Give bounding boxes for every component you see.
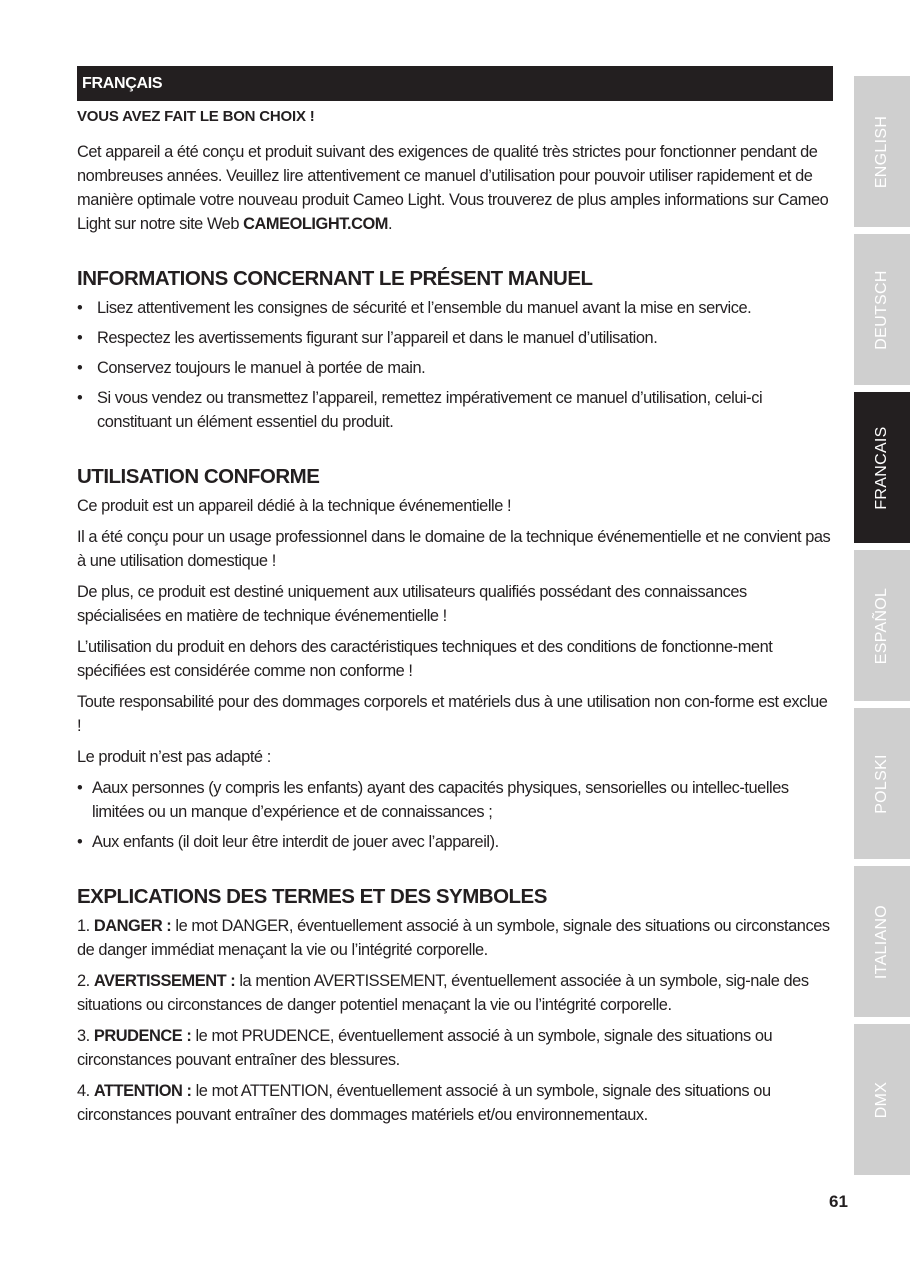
list-item: • Aaux personnes (y compris les enfants) ayant des capacités physiques, sensorielles ou intellec-tuelles limitées ou un manque d’expérience et de connaissances ; [77,776,833,824]
tab-label: DMX [873,1081,890,1118]
usage-paragraph: Ce produit est un appareil dédié à la technique événementielle ! [77,497,512,515]
usage-paragraph: L’utilisation du produit en dehors des caractéristiques techniques et des conditions de fonctionne-ment spécifiées est considérée comme non conforme ! [77,638,773,680]
tab-label: FRANCAIS [873,425,890,510]
tab-deutsch[interactable] [854,234,910,385]
usage-paragraph: Toute responsabilité pour des dommages corporels et matériels dus à une utilisation non con-forme est exclue ! [77,693,828,735]
tab-dmx[interactable] [854,1024,910,1175]
terms-section-title: EXPLICATIONS DES TERMES ET DES SYMBOLES [77,885,547,908]
intro-end: . [387,215,393,233]
list-item: • Si vous vendez ou transmettez l’appareil, remettez impérativement ce manuel d’utilisation, celui-ci constituant un élément essentiel du produit. [77,386,833,434]
term-item [77,914,833,962]
usage-paragraph: Le produit n’est pas adapté : [77,748,271,766]
tab-espanol[interactable] [854,550,910,701]
manual-list [77,296,833,434]
list-item: • Lisez attentivement les consignes de sécurité et l’ensemble du manuel avant la mise en service. [77,296,833,320]
list-item: • Conservez toujours le manuel à portée de main. [77,356,833,380]
website-link[interactable]: CAMEOLIGHT.COM [243,215,388,233]
term-label: ATTENTION : [93,1082,192,1100]
list-item: • Aux enfants (il doit leur être interdit de jouer avec l’appareil). [77,830,833,854]
usage-section-title: UTILISATION CONFORME [77,465,320,488]
page-number: 61 [829,1192,848,1211]
term-label: PRUDENCE : [93,1027,192,1045]
term-number: 4. [77,1082,94,1100]
intro-paragraph [77,140,833,236]
term-item [77,1079,833,1127]
term-number: 1. [77,917,94,935]
tab-polski[interactable] [854,708,910,859]
term-item [77,1024,833,1072]
page-content [77,66,833,1134]
term-label: DANGER : [93,917,172,935]
term-text: le mot PRUDENCE, éventuellement associé à un symbole, signale des situations ou circonstances pouvant entraîner des blessures. [77,1027,773,1069]
usage-list [77,776,833,854]
term-text: le mot DANGER, éventuellement associé à un symbole, signale des situations ou circonstances de danger immédiat menaçant la vie ou l’intégrité corporelle. [77,917,830,959]
intro-text: Cet appareil a été conçu et produit suivant des exigences de qualité très strictes pour fonctionner pendant de nombreuses années. Veuillez lire attentivement ce manuel d’utilisation pour pouvoir utiliser rapidement et de manière optimale votre nouveau produit Cameo Light. Vous trouverez de plus amples informations sur Cameo Light sur notre site Web [77,143,829,233]
tab-label: ITALIANO [873,904,890,979]
term-item [77,969,833,1017]
intro-subheading: VOUS AVEZ FAIT LE BON CHOIX ! [77,108,315,125]
tab-label: DEUTSCH [873,269,890,350]
tab-italiano[interactable] [854,866,910,1017]
list-item: • Respectez les avertissements figurant sur l’appareil et dans le manuel d’utilisation. [77,326,833,350]
tab-label: POLSKI [873,753,890,814]
tab-label: ESPAÑOL [873,587,890,664]
tab-francais[interactable] [854,392,910,543]
term-text: le mot ATTENTION, éventuellement associé à un symbole, signale des situations ou circonstances pouvant entraîner des dommages matériels et/ou environnementaux. [77,1082,771,1124]
term-text: la mention AVERTISSEMENT, éventuellement associée à un symbole, sig-nale des situations ou circonstances de danger potentiel menaçant la vie ou l’intégrité corporelle. [77,972,809,1014]
manual-section-title: INFORMATIONS CONCERNANT LE PRÉSENT MANUEL [77,267,593,290]
tab-english[interactable] [854,76,910,227]
usage-paragraph: Il a été conçu pour un usage professionnel dans le domaine de la technique événementielle et ne convient pas à une utilisation domestique ! [77,528,831,570]
term-label: AVERTISSEMENT : [93,972,236,990]
tab-label: ENGLISH [873,115,890,188]
language-banner: FRANÇAIS [77,66,833,101]
usage-paragraph: De plus, ce produit est destiné uniquement aux utilisateurs qualifiés possédant des connaissances spécialisées en matière de technique événementielle ! [77,583,747,625]
term-number: 3. [77,1027,94,1045]
term-number: 2. [77,972,94,990]
language-tabs [854,76,910,1182]
